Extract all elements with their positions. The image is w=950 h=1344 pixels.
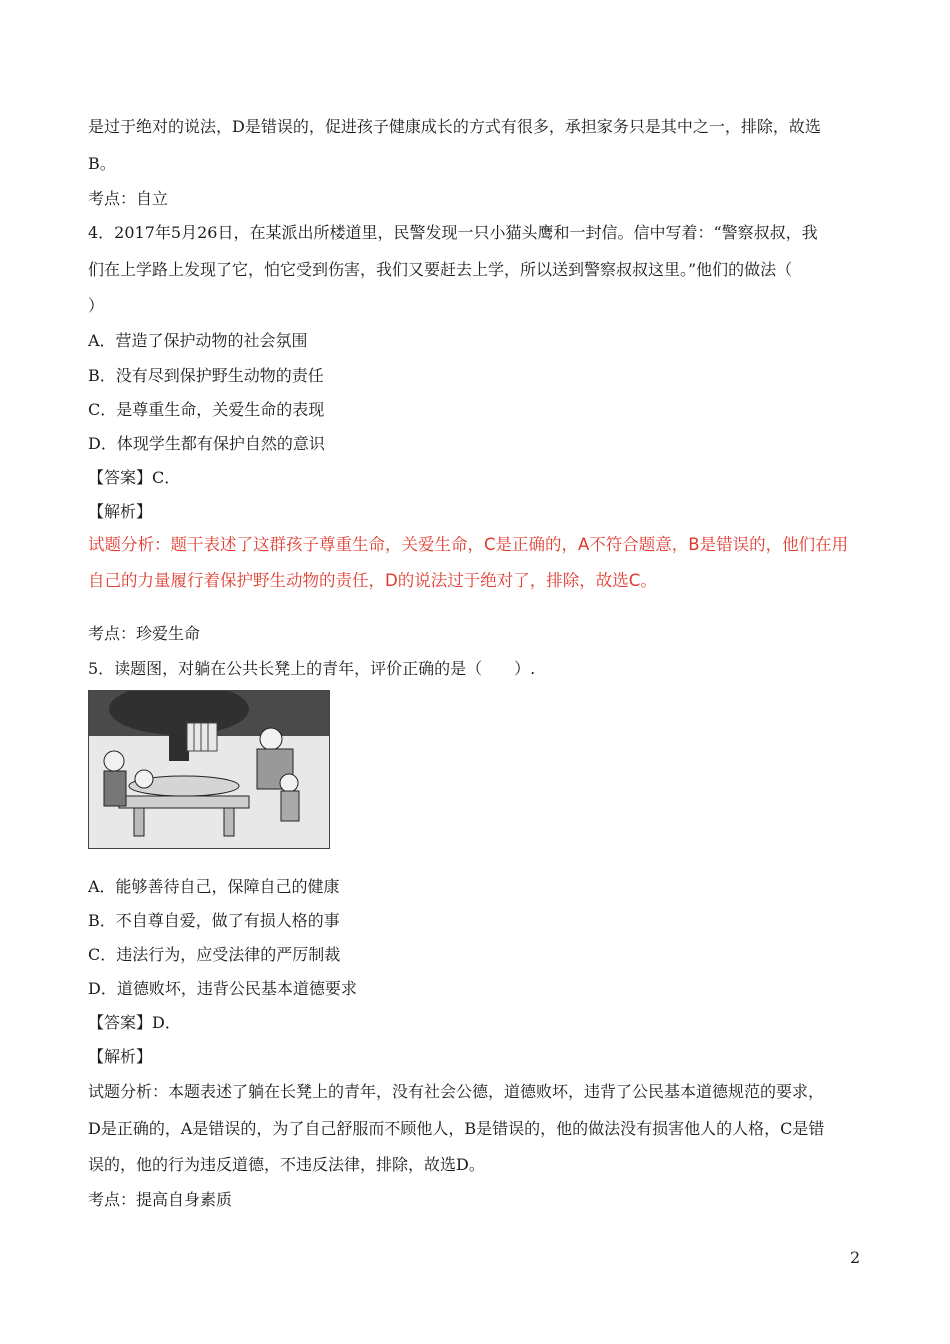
option-b: B．没有尽到保护野生动物的责任	[88, 366, 324, 385]
q5-option-c: C．违法行为，应受法律的严厉制裁	[88, 945, 341, 964]
question-5-stem: 5．读题图，对躺在公共长凳上的青年，评价正确的是（ ）.	[88, 659, 536, 678]
analysis-red-line-2: 自己的力量履行着保护野生动物的责任，D的说法过于绝对了，排除，故选C。	[88, 571, 657, 590]
question-4-stem-2: 们在上学路上发现了它，怕它受到伤害，我们又要赶去上学，所以送到警察叔叔这里。”他们的做法（	[88, 260, 793, 279]
answer-label: 【答案】C．	[88, 468, 181, 487]
q5-analysis-line-3: 误的，他的行为违反道德，不违反法律，排除，故选D。	[88, 1155, 485, 1174]
q5-option-a: A．能够善待自己，保障自己的健康	[88, 877, 340, 896]
text-line-1: 是过于绝对的说法，D是错误的，促进孩子健康成长的方式有很多，承担家务只是其中之一，排除，故选	[88, 117, 821, 136]
q5-option-b: B．不自尊自爱，做了有损人格的事	[88, 911, 340, 930]
q5-option-d: D．道德败坏，违背公民基本道德要求	[88, 979, 357, 998]
q5-knowledge-point: 考点：提高自身素质	[88, 1190, 233, 1209]
question-4-stem: 4．2017年5月26日，在某派出所楼道里，民警发现一只小猫头鹰和一封信。信中写着：“警察叔叔，我	[88, 223, 818, 242]
q5-analysis-line-1: 试题分析：本题表述了躺在长凳上的青年，没有社会公德，道德败坏，违背了公民基本道德规范的要求，	[88, 1082, 825, 1101]
option-c: C．是尊重生命，关爱生命的表现	[88, 400, 325, 419]
page-number: 2	[850, 1248, 861, 1267]
q5-analysis-line-2: D是正确的，A是错误的，为了自己舒服而不顾他人，B是错误的，他的做法没有损害他人的人格，C是错	[88, 1119, 825, 1138]
analysis-heading: 【解析】	[88, 502, 153, 521]
knowledge-point: 考点：珍爱生命	[88, 624, 201, 643]
analysis-red-line-1: 试题分析：题干表述了这群孩子尊重生命，关爱生命，C是正确的，A不符合题意，B是错误的，他们在用	[88, 535, 849, 554]
question-4-stem-3: ）	[88, 296, 105, 315]
option-a: A．营造了保护动物的社会氛围	[88, 331, 308, 350]
q5-analysis-heading: 【解析】	[88, 1047, 153, 1066]
bench-illustration	[88, 690, 330, 849]
text-line-3: 考点：自立	[88, 189, 169, 208]
q5-answer: 【答案】D．	[88, 1013, 181, 1032]
text-line-2: B。	[88, 154, 116, 173]
option-d: D．体现学生都有保护自然的意识	[88, 434, 325, 453]
